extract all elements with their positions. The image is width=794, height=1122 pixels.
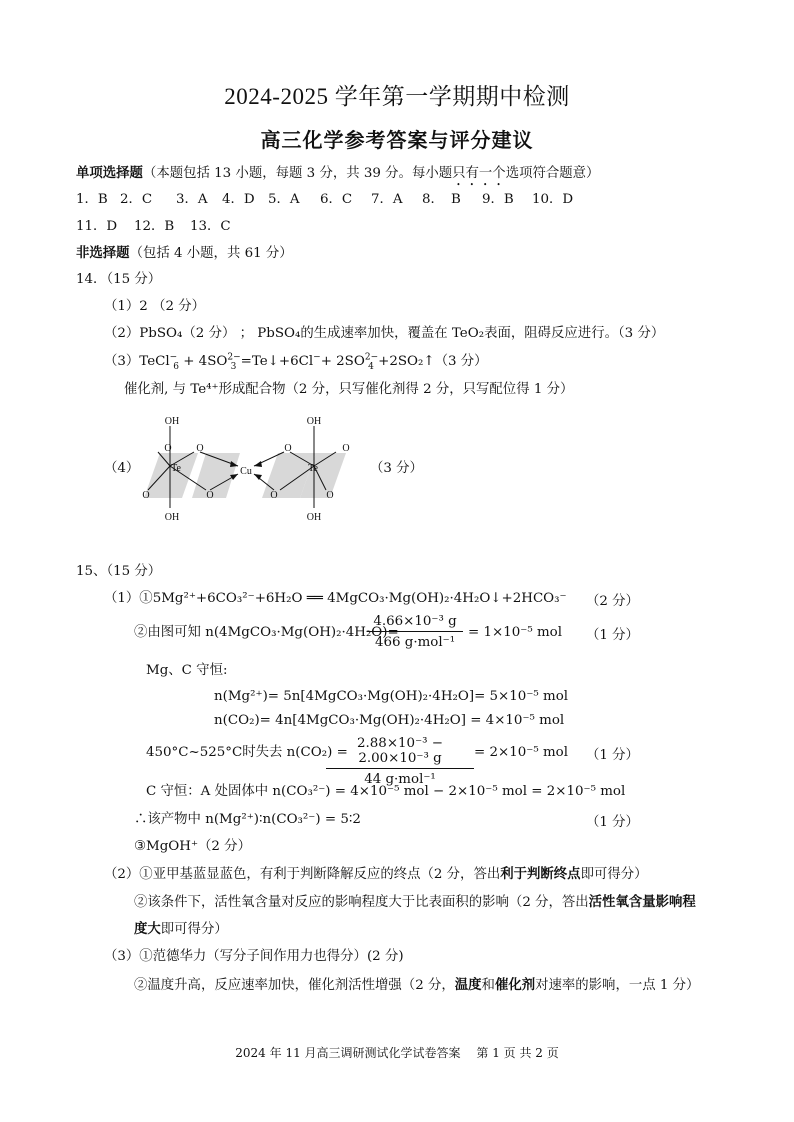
o-label: O: [206, 490, 214, 501]
q14-part2: （2）PbSO₄（2 分） ； PbSO₄的生成速率加快，覆盖在 TeO₂表面，阻碍反应进行。（3 分）: [104, 326, 665, 341]
cu-label: Cu: [240, 466, 252, 477]
te-label: Te: [171, 463, 181, 474]
q15-part1-2-label: ②由图可知 n(4MgCO₃·Mg(OH)₂·4H₂O)=: [134, 625, 399, 640]
answer-item: 10．D: [532, 192, 574, 207]
q15-part2-2-end: 即可得分）: [160, 922, 228, 937]
footer-page-number: 第 1 页 共 2 页: [476, 1046, 559, 1060]
answer-item: 1．B: [76, 192, 108, 207]
q14-part3-text: + 2SO: [320, 354, 365, 369]
q14-part1: （1）2 （2 分）: [104, 299, 206, 314]
q15-part3-2-text: 和: [481, 978, 495, 993]
oh-label: OH: [306, 416, 322, 427]
mc-header-label: 单项选择题: [76, 165, 143, 181]
q15-part3-2-text: ②温度升高，反应速率加快，催化剂活性增强（2 分，: [134, 978, 455, 993]
fraction-denominator: 466 g·mol⁻¹: [374, 635, 456, 650]
fraction-denominator: 44 g·mol⁻¹: [364, 772, 436, 787]
q15-mgc-conservation: Mg、C 守恒:: [146, 663, 228, 678]
answer-item: 4．D: [222, 192, 255, 207]
mc-header-note: （本题包括 13 小题，每题 3 分，共 39 分。每小题: [142, 166, 453, 181]
mc-header-emphasis: 只有一个: [452, 166, 506, 181]
q15-part2-2-text: ②该条件下，活性氧含量对反应的影响程度大于比表面积的影响（2 分，答出: [134, 895, 589, 910]
te-label: Te: [308, 463, 318, 474]
answer-item: 9．B: [482, 192, 514, 207]
q15-part1-eq-points: （2 分）: [586, 594, 639, 609]
q15-part1-2-result: = 1×10⁻⁵ mol: [468, 625, 562, 640]
q15-loss-result: = 2×10⁻⁵ mol: [474, 745, 568, 760]
fraction-numerator: 2.88×10⁻³ − 2.00×10⁻³ g: [326, 736, 474, 769]
oh-label: OH: [164, 512, 180, 523]
o-label: O: [142, 490, 150, 501]
q15-part2-2: [134, 893, 696, 912]
o-label: O: [284, 443, 292, 454]
q15-part1-eq: （1）①5Mg²⁺+6CO₃²⁻+6H₂O ══ 4MgCO₃·Mg(OH)₂·4H₂O↓+2HCO₃⁻: [104, 591, 567, 606]
q15-part2-2-key: 活性氧含量影响程: [588, 894, 696, 910]
q14-part4-points: （3 分）: [370, 461, 423, 476]
q15-part2-2-cont: [134, 920, 228, 939]
q14-part3-note: 催化剂, 与 Te⁴⁺形成配合物（2 分，只写催化剂得 2 分，只写配位得 1 分）: [124, 382, 574, 397]
q15-part2-1: [104, 865, 648, 884]
answer-item: B: [451, 192, 461, 207]
page-footer: [0, 1044, 794, 1061]
answer-item: 2．C: [120, 192, 153, 207]
q15-fraction-2: [326, 736, 474, 787]
q14-part3-text: + 4SO: [178, 354, 228, 369]
footer-title: 2024 年 11 月高三调研测试化学试卷答案: [235, 1046, 461, 1060]
nonmc-header-note: （包括 4 小题，共 61 分）: [129, 246, 293, 261]
o-label: O: [196, 443, 204, 454]
q15-part3-2-key: 催化剂: [494, 977, 536, 993]
o-label: O: [326, 490, 334, 501]
nonmc-header: [76, 244, 293, 263]
q15-ratio: ∴该产物中 n(Mg²⁺)∶n(CO₃²⁻) = 5∶2: [134, 812, 361, 827]
q15-part2-1-end: 即可得分）: [580, 867, 648, 882]
document-title: 2024-2025 学年第一学期期中检测: [224, 84, 570, 109]
q15-part3-2-key: 温度: [454, 977, 482, 993]
q14-part3: （3）TeCl−$_6$ + $4SO^{2-}_3$ =Te↓+6Cl−+ $2SO^{2-}_4$ +2SO₂↑（3 分）: [104, 352, 488, 372]
q15-label: 15、（15 分）: [76, 564, 162, 579]
q14-label: 14．（15 分）: [76, 272, 162, 287]
q15-n-mg: n(Mg²⁺)= 5n[4MgCO₃·Mg(OH)₂·4H₂O]= 5×10⁻⁵ mol: [214, 689, 569, 704]
mc-header: [76, 164, 599, 189]
q15-c-conservation: C 守恒：A 处固体中 n(CO₃²⁻) = 4×10⁻⁵ mol − 2×10⁻⁵ mol = 2×10⁻⁵ mol: [146, 784, 626, 799]
q15-part1-3: ③MgOH⁺（2 分）: [134, 839, 251, 854]
complex-structure-diagram: [140, 408, 360, 528]
q15-part3-2: [134, 976, 699, 995]
q15-n-co2: n(CO₂)= 4n[4MgCO₃·Mg(OH)₂·4H₂O] = 4×10⁻⁵ mol: [214, 713, 565, 728]
o-label: O: [270, 490, 278, 501]
o-label: O: [342, 443, 350, 454]
q14-part3-text: =Te↓+6Cl: [236, 354, 314, 369]
fraction-numerator: 4.66×10⁻³ g: [367, 614, 463, 632]
q15-part3-1: （3）①范德华力（写分子间作用力也得分）(2 分): [104, 949, 404, 964]
answer-item: 12．B: [134, 219, 175, 234]
oh-label: OH: [164, 416, 180, 427]
mc-header-note-end: 选项符合题意）: [505, 166, 600, 181]
nonmc-header-label: 非选择题: [76, 245, 130, 261]
q14-part4-label: （4）: [104, 461, 140, 476]
q15-ratio-points: （1 分）: [586, 815, 639, 830]
q15-loss-points: （1 分）: [586, 748, 639, 763]
document-subtitle: 高三化学参考答案与评分建议: [260, 128, 534, 152]
q14-part3-text: （3）TeCl: [104, 354, 170, 369]
answer-item: 5．A: [268, 192, 300, 207]
answer-item: 13．C: [190, 219, 231, 234]
answer-item: 7．A: [371, 192, 403, 207]
q15-part3-2-end: 对速率的影响，一点 1 分）: [535, 978, 700, 993]
q15-part2-1-text: （2）①亚甲基蓝显蓝色，有利于判断降解反应的终点（2 分，答出: [104, 867, 501, 882]
q15-part2-2-key-end: 度大: [134, 921, 161, 937]
answer-item: 3．A: [176, 192, 208, 207]
q15-part1-2-points: （1 分）: [586, 628, 639, 643]
q14-part3-text: +2SO₂↑（3 分）: [373, 354, 488, 369]
answer-item: 6．C: [320, 192, 353, 207]
o-label: O: [164, 443, 172, 454]
answer-item: 8．: [422, 192, 444, 207]
oh-label: OH: [306, 512, 322, 523]
q15-part2-1-key: 利于判断终点: [500, 866, 581, 882]
answer-item: 11．D: [76, 219, 118, 234]
q15-loss-label: 450°C~525°C时失去 n(CO₂) =: [146, 745, 348, 760]
q15-fraction-1: [367, 614, 463, 650]
